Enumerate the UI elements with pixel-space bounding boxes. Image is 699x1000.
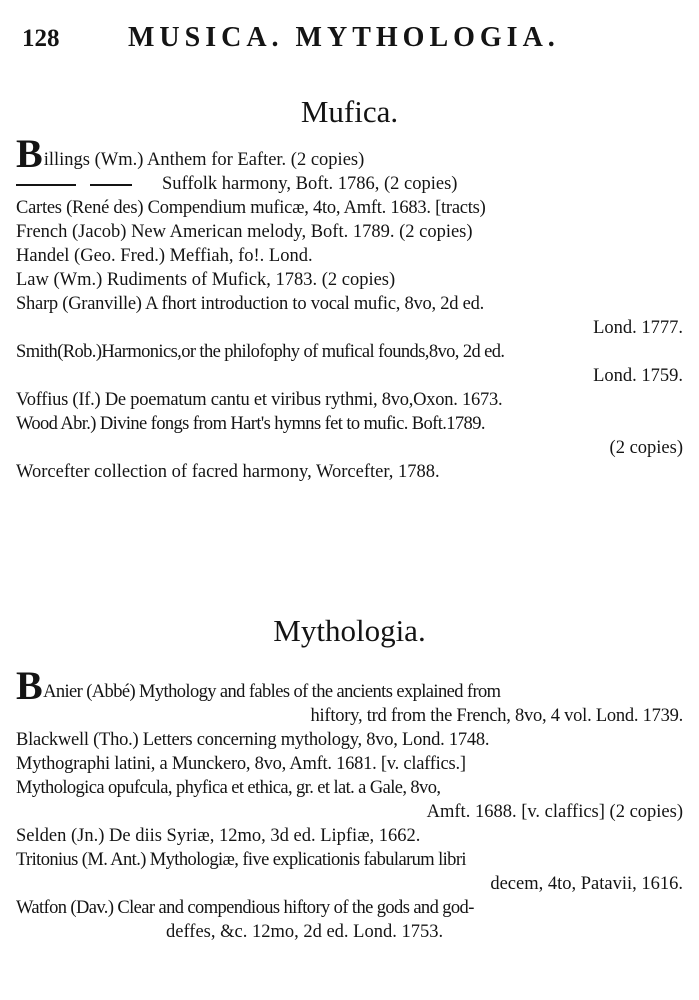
entry-continuation: hiftory, trd from the French, 8vo, 4 vol. Lond. 1739.: [310, 706, 683, 726]
entry-continuation: (2 copies): [609, 438, 683, 458]
list-item: [16, 848, 685, 896]
list-item: [16, 728, 685, 752]
drop-initial: B: [16, 131, 43, 176]
drop-initial: B: [16, 663, 43, 708]
entry-text: Smith(Rob.)Harmonics,or the philofophy of mufical founds,8vo, 2d ed.: [16, 342, 505, 362]
list-item: [16, 412, 685, 460]
list-item: [16, 776, 685, 824]
entry-text: Tritonius (M. Ant.) Mythologiæ, five explicationis fabularum libri: [16, 850, 466, 870]
entry-text: French (Jacob) New American melody, Boft. 1789. (2 copies): [16, 222, 473, 242]
entry-text: Voffius (If.) De poematum cantu et viribus rythmi, 8vo,Oxon. 1673.: [16, 390, 503, 410]
running-title: MUSICA. MYTHOLOGIA.: [128, 22, 560, 53]
entry-text: Handel (Geo. Fred.) Meffiah, fo!. Lond.: [16, 246, 313, 266]
entry-text: Worcefter collection of facred harmony, Worcefter, 1788.: [16, 462, 440, 482]
section-title-musica: Mufica.: [300, 94, 399, 129]
entry-continuation: Lond. 1759.: [593, 366, 683, 386]
mythologia-entry-list: [16, 663, 685, 944]
entry-text: Suffolk harmony, Boft. 1786, (2 copies): [162, 174, 458, 194]
entry-text: Blackwell (Tho.) Letters concerning mythology, 8vo, Lond. 1748.: [16, 730, 490, 750]
musica-entry-list: [16, 131, 685, 484]
page-number: 128: [22, 25, 60, 52]
list-item: [16, 220, 685, 244]
list-item: [16, 663, 685, 728]
entry-continuation: deffes, &c. 12mo, 2d ed. Lond. 1753.: [166, 922, 444, 942]
list-item: [16, 244, 685, 268]
entry-text: Selden (Jn.) De diis Syriæ, 12mo, 3d ed. Lipfiæ, 1662.: [16, 826, 421, 846]
entry-continuation: Amft. 1688. [v. claffics] (2 copies): [426, 802, 683, 822]
list-item: [16, 268, 685, 292]
list-item: [16, 131, 685, 176]
entry-continuation: decem, 4to, Patavii, 1616.: [490, 874, 683, 894]
list-item: [16, 896, 685, 944]
list-item: [16, 388, 685, 412]
entry-text: Wood Abr.) Divine fongs from Hart's hymns fet to mufic. Boft.1789.: [16, 414, 485, 434]
list-item: [16, 824, 685, 848]
ditto-rule: [90, 184, 132, 186]
running-head: [22, 22, 643, 54]
entry-text: Mythologica opufcula, phyfica et ethica, gr. et lat. a Gale, 8vo,: [16, 778, 441, 798]
entry-text: illings (Wm.) Anthem for Eafter. (2 copies): [43, 150, 365, 170]
list-item: [16, 460, 685, 484]
entry-text: Anier (Abbé) Mythology and fables of the ancients explained from: [43, 682, 501, 702]
entry-text: Sharp (Granville) A fhort introduction to vocal mufic, 8vo, 2d ed.: [16, 294, 484, 314]
list-item: [16, 340, 685, 388]
section-title-mythologia: Mythologia.: [273, 613, 426, 648]
entry-continuation: Lond. 1777.: [593, 318, 683, 338]
ditto-rule: [16, 184, 76, 186]
list-item: [16, 172, 685, 196]
entry-text: Watfon (Dav.) Clear and compendious hiftory of the gods and god-: [16, 898, 474, 918]
list-item: [16, 292, 685, 340]
entry-text: Mythographi latini, a Munckero, 8vo, Amft. 1681. [v. claffics.]: [16, 754, 466, 774]
list-item: [16, 752, 685, 776]
list-item: [16, 196, 685, 220]
entry-text: Law (Wm.) Rudiments of Mufick, 1783. (2 copies): [16, 270, 396, 290]
entry-text: Cartes (René des) Compendium muficæ, 4to, Amft. 1683. [tracts): [16, 198, 486, 218]
